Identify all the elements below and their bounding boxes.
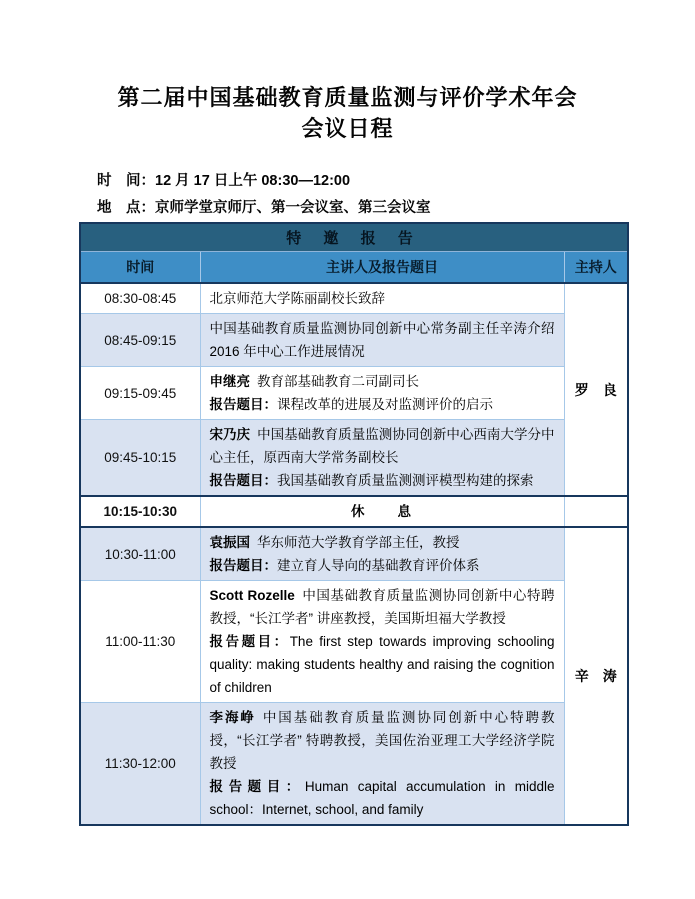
content-cell (200, 314, 564, 367)
speaker-affiliation: 中国基础教育质量监测协同创新中心特聘教授，“长江学者” 特聘教授，美国佐治亚理工大学经济学院教授 (209, 710, 555, 771)
time-cell: 11:30-12:00 (80, 703, 200, 826)
topic-text: Human capital accumulation in middle school：Internet, school, and family (209, 779, 555, 817)
meeting-time: 时 间：12 月 17 日上午 08:30—12:00 (97, 173, 351, 189)
topic-text: 我国基础教育质量监测测评模型构建的探索 (277, 473, 534, 488)
topic-label: 报告题目： (209, 397, 277, 412)
title-line-1: 第二届中国基础教育质量监测与评价学术年会 (117, 85, 578, 110)
topic-line (210, 393, 555, 416)
document-title (0, 0, 695, 144)
table-row (80, 283, 628, 314)
topic-line (210, 775, 555, 821)
content-cell (200, 527, 564, 581)
speaker-line (210, 706, 555, 775)
speaker-line (210, 423, 555, 469)
table-row (80, 527, 628, 581)
content-cell (200, 703, 564, 826)
speaker-affiliation: 教育部基础教育二司副司长 (257, 374, 419, 389)
title-line-2: 会议日程 (301, 116, 394, 141)
time-cell: 11:00-11:30 (80, 581, 200, 703)
table-row (80, 314, 628, 367)
break-row (80, 496, 628, 527)
time-cell: 10:30-11:00 (80, 527, 200, 581)
topic-text: 课程改革的进展及对监测评价的启示 (277, 397, 493, 412)
meeting-location: 地 点：京师学堂京师厅、第一会议室、第三会议室 (97, 200, 431, 216)
speaker-affiliation: 华东师范大学教育学部主任，教授 (257, 535, 460, 550)
column-header-speaker: 主讲人及报告题目 (200, 252, 564, 284)
topic-line (210, 554, 555, 577)
meeting-info (97, 168, 695, 222)
section-title: 特 邀 报 告 (80, 223, 628, 252)
speaker-name: 袁振国 (209, 535, 250, 550)
content-cell (200, 420, 564, 497)
topic-label: 报告题目： (209, 473, 277, 488)
section-header-row (80, 223, 628, 252)
column-header-row (80, 252, 628, 284)
time-cell: 09:15-09:45 (80, 367, 200, 420)
column-header-time: 时间 (80, 252, 200, 284)
table-row (80, 703, 628, 826)
speaker-line (210, 531, 555, 554)
table-row (80, 581, 628, 703)
speaker-name: 申继亮 (209, 374, 250, 389)
topic-text: 建立育人导向的基础教育评价体系 (277, 558, 480, 573)
speaker-line (210, 370, 555, 393)
table-row (80, 420, 628, 497)
topic-label: 报告题目： (209, 779, 305, 794)
speaker-line (210, 584, 555, 630)
session-text: 北京师范大学陈丽副校长致辞 (209, 291, 385, 306)
topic-label: 报告题目： (209, 634, 290, 649)
speaker-affiliation: 中国基础教育质量监测协同创新中心西南大学分中心主任，原西南大学常务副校长 (209, 427, 555, 465)
speaker-name: 李海峥 (209, 710, 256, 725)
break-label: 休 息 (200, 496, 564, 527)
table-row (80, 367, 628, 420)
content-cell (200, 367, 564, 420)
host-cell: 罗 良 (564, 283, 628, 496)
time-cell: 10:15-10:30 (80, 496, 200, 527)
time-cell: 09:45-10:15 (80, 420, 200, 497)
session-text: 中国基础教育质量监测协同创新中心常务副主任辛涛介绍 2016 年中心工作进展情况 (209, 321, 555, 359)
topic-line (210, 630, 555, 699)
speaker-name: Scott Rozelle (209, 588, 295, 603)
topic-label: 报告题目： (209, 558, 277, 573)
column-header-host: 主持人 (564, 252, 628, 284)
speaker-affiliation: 中国基础教育质量监测协同创新中心特聘教授，“长江学者” 讲座教授，美国斯坦福大学教授 (209, 588, 555, 626)
topic-text: The first step towards improving schooling quality: making students healthy and raising the cognition of children (209, 634, 555, 695)
host-cell-empty (564, 496, 628, 527)
content-cell (200, 581, 564, 703)
host-cell: 辛 涛 (564, 527, 628, 825)
time-cell: 08:30-08:45 (80, 283, 200, 314)
content-cell (200, 283, 564, 314)
time-cell: 08:45-09:15 (80, 314, 200, 367)
schedule-table (79, 222, 629, 826)
topic-line (210, 469, 555, 492)
speaker-name: 宋乃庆 (209, 427, 251, 442)
